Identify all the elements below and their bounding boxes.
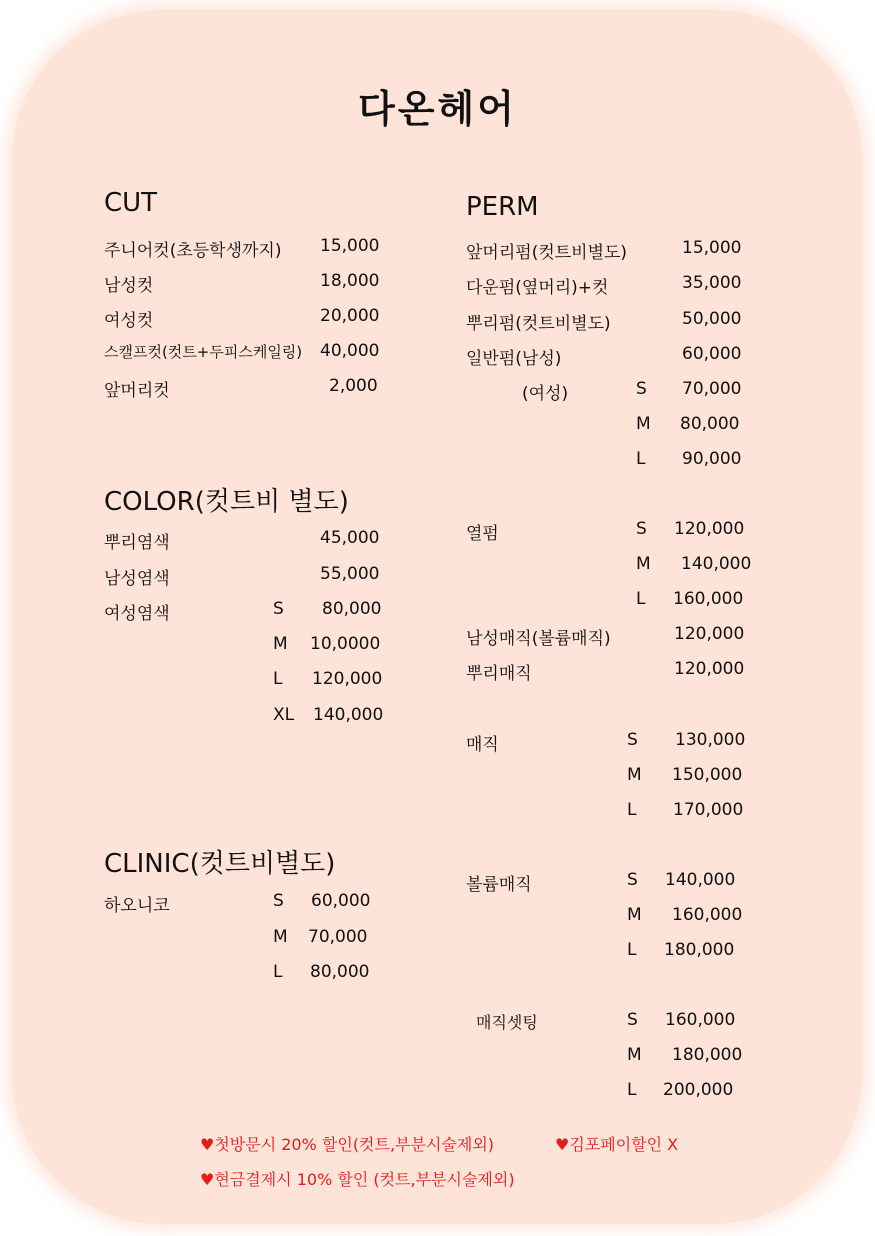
size-price: 130,000: [675, 730, 746, 750]
cut-item-name: 앞머리컷: [104, 381, 170, 401]
size-price: 10,0000: [310, 634, 381, 654]
cash-text: 현금결제시 10% 할인 (컷트,부분시술제외): [214, 1170, 515, 1189]
perm-item-name: 뿌리펌(컷트비별도): [466, 314, 611, 334]
size-price: 140,000: [313, 705, 384, 725]
size-label: XL: [273, 705, 295, 725]
size-price: 80,000: [310, 962, 370, 982]
size-label: M: [627, 765, 642, 785]
size-price: 150,000: [672, 765, 743, 785]
size-price: 70,000: [308, 927, 368, 947]
size-label: M: [627, 1045, 642, 1065]
cut-item-price: 20,000: [320, 306, 380, 326]
kimpo-pay-text: 김포페이할인 X: [569, 1135, 679, 1154]
size-label: S: [273, 891, 284, 911]
perm-item-name: 다운펌(옆머리)+컷: [466, 278, 609, 298]
cut-item-price: 15,000: [320, 236, 380, 256]
perm-item-price: 15,000: [682, 238, 742, 258]
cut-item-name: 남성컷: [104, 276, 154, 296]
size-price: 140,000: [681, 554, 752, 574]
size-price: 160,000: [673, 589, 744, 609]
color-heading: COLOR(컷트비 별도): [104, 487, 349, 517]
size-label: L: [273, 962, 283, 982]
cut-item-name: 여성컷: [104, 311, 154, 331]
size-label: M: [273, 927, 288, 947]
cut-item-price: 18,000: [320, 271, 380, 291]
kimpo-pay-note: [555, 1132, 678, 1155]
perm-item-name: 앞머리펌(컷트비별도): [466, 243, 628, 263]
salon-title: 다온헤어: [358, 87, 517, 131]
size-price: 170,000: [673, 800, 744, 820]
size-label: S: [636, 519, 647, 539]
heart-icon: ♥: [200, 1135, 215, 1154]
perm-heat-name: 열펌: [466, 524, 499, 544]
color-item-price: 55,000: [320, 564, 380, 584]
size-label: S: [627, 730, 638, 750]
clinic-heading: CLINIC(컷트비별도): [104, 849, 336, 879]
perm-item-price: 60,000: [682, 344, 742, 364]
size-label: M: [627, 905, 642, 925]
size-label: M: [636, 554, 651, 574]
size-price: 120,000: [312, 669, 383, 689]
first-visit-note: [200, 1132, 494, 1155]
size-price: 80,000: [680, 414, 740, 434]
size-label: M: [636, 414, 651, 434]
cut-item-price: 40,000: [320, 341, 380, 361]
size-label: S: [627, 1010, 638, 1030]
size-label: M: [273, 634, 288, 654]
size-price: 160,000: [672, 905, 743, 925]
perm-item-price: 120,000: [674, 624, 745, 644]
perm-item-price: 50,000: [682, 309, 742, 329]
heart-icon: ♥: [555, 1135, 570, 1154]
perm-heading: PERM: [466, 192, 539, 222]
size-label: L: [627, 800, 637, 820]
size-price: 60,000: [311, 891, 371, 911]
size-label: S: [273, 599, 284, 619]
perm-item-name: 일반펌(남성): [466, 349, 562, 369]
perm-item-name: 남성매직(볼륨매직): [466, 629, 611, 649]
perm-volume-magic-name: 볼륨매직: [466, 875, 532, 895]
size-label: L: [627, 1080, 637, 1100]
size-price: 140,000: [665, 870, 736, 890]
cut-heading: CUT: [104, 188, 158, 218]
perm-magic-name: 매직: [466, 735, 499, 755]
cut-item-name: 주니어컷(초등학생까지): [104, 241, 282, 261]
first-visit-text: 첫방문시 20% 할인(컷트,부분시술제외): [214, 1135, 495, 1154]
size-label: L: [636, 589, 646, 609]
size-price: 180,000: [672, 1045, 743, 1065]
size-price: 90,000: [682, 449, 742, 469]
size-label: L: [636, 449, 646, 469]
color-item-price: 45,000: [320, 528, 380, 548]
cut-item-name: 스캘프컷(컷트+두피스케일링): [104, 343, 303, 361]
size-price: 160,000: [665, 1010, 736, 1030]
cash-note: [200, 1167, 515, 1190]
perm-item-price: 35,000: [682, 273, 742, 293]
clinic-sized-name: 하오니코: [104, 896, 170, 916]
color-item-name: 남성염색: [104, 569, 170, 589]
perm-female-name: (여성): [522, 384, 569, 404]
cut-item-price: 2,000: [329, 376, 378, 396]
size-label: S: [636, 379, 647, 399]
size-price: 200,000: [663, 1080, 734, 1100]
size-price: 80,000: [322, 599, 382, 619]
color-sized-name: 여성염색: [104, 604, 170, 624]
size-label: L: [273, 669, 283, 689]
color-item-name: 뿌리염색: [104, 533, 170, 553]
perm-item-price: 120,000: [674, 659, 745, 679]
size-price: 70,000: [682, 379, 742, 399]
size-label: S: [627, 870, 638, 890]
size-price: 120,000: [674, 519, 745, 539]
perm-magic-setting-name: 매직셋팅: [476, 1013, 538, 1032]
perm-item-name: 뿌리매직: [466, 664, 532, 684]
size-label: L: [627, 940, 637, 960]
size-price: 180,000: [664, 940, 735, 960]
heart-icon: ♥: [200, 1170, 215, 1189]
